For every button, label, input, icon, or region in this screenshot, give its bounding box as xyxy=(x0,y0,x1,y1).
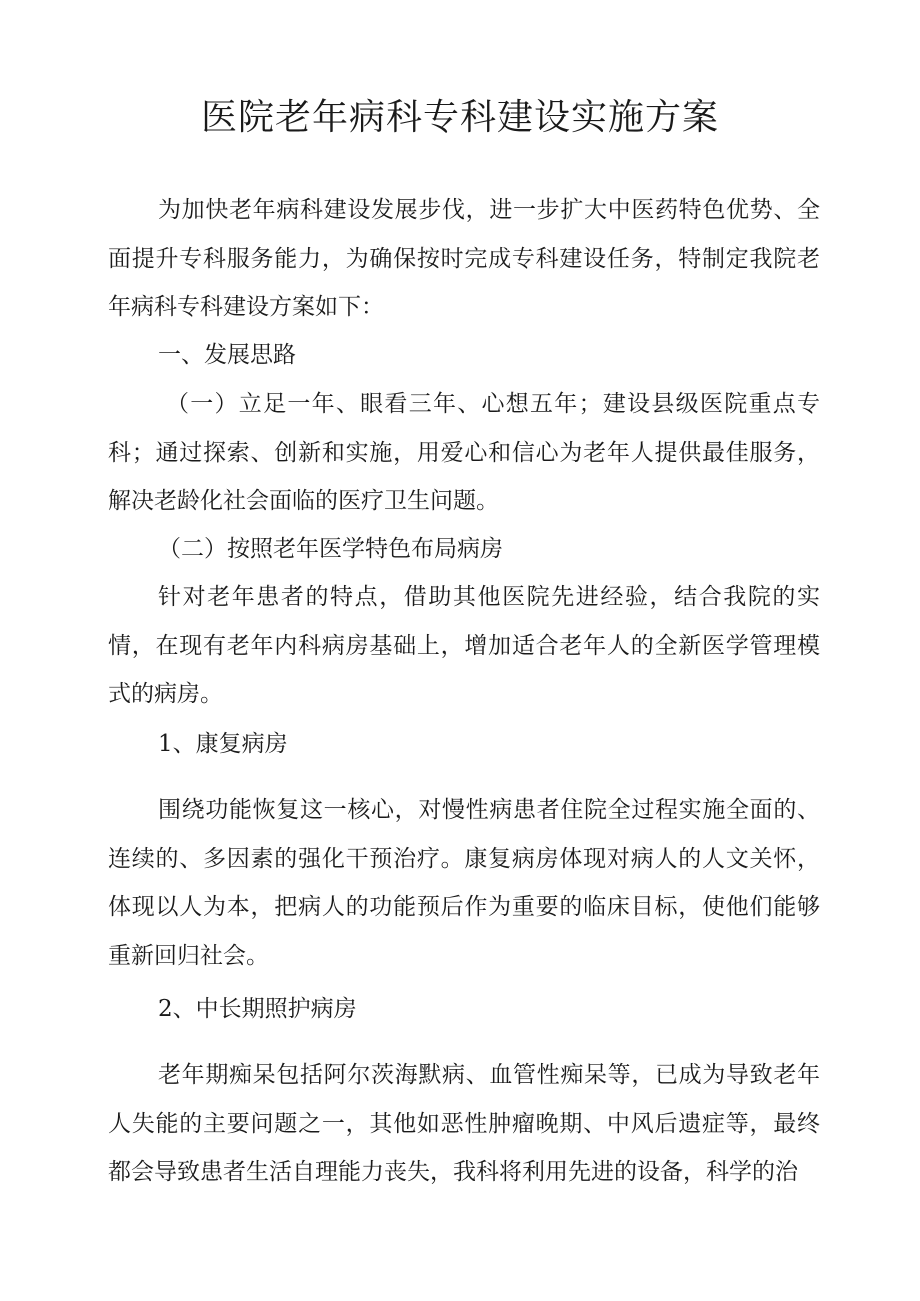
item-2-paragraph: 老年期痴呆包括阿尔茨海默病、血管性痴呆等，已成为导致老年人失能的主要问题之一，其他如恶性肿瘤晚期、中风后遗症等，最终都会导致患者生活自理能力丧失，我科将利用先进的设备，科学的治 xyxy=(108,1062,820,1185)
item-1-paragraph: 围绕功能恢复这一核心，对慢性病患者住院全过程实施全面的、连续的、多因素的强化干预治疗。康复病房体现对病人的人文关怀，体现以人为本，把病人的功能预后作为重要的临床目标，使他们能够重新回归社会。 xyxy=(108,797,820,969)
subsection-2-paragraph: 针对老年患者的特点，借助其他医院先进经验，结合我院的实情，在现有老年内科病房基础上，增加适合老年人的全新医学管理模式的病房。 xyxy=(108,584,820,707)
intro-paragraph: 为加快老年病科建设发展步伐，进一步扩大中医药特色优势、全面提升专科服务能力，为确保按时完成专科建设任务，特制定我院老年病科专科建设方案如下： xyxy=(108,197,820,320)
section-heading-development: 一、发展思路 xyxy=(158,342,296,368)
subsection-2-heading: （二）按照老年医学特色布局病房 xyxy=(158,536,503,562)
subsection-1-paragraph: （一）立足一年、眼看三年、心想五年；建设县级医院重点专科；通过探索、创新和实施，用爱心和信心为老年人提供最佳服务，解决老龄化社会面临的医疗卫生问题。 xyxy=(108,391,820,514)
item-1-heading: 1、康复病房 xyxy=(158,731,288,757)
item-2-heading: 2、中长期照护病房 xyxy=(158,996,357,1022)
document-title: 医院老年病科专科建设实施方案 xyxy=(200,97,719,138)
